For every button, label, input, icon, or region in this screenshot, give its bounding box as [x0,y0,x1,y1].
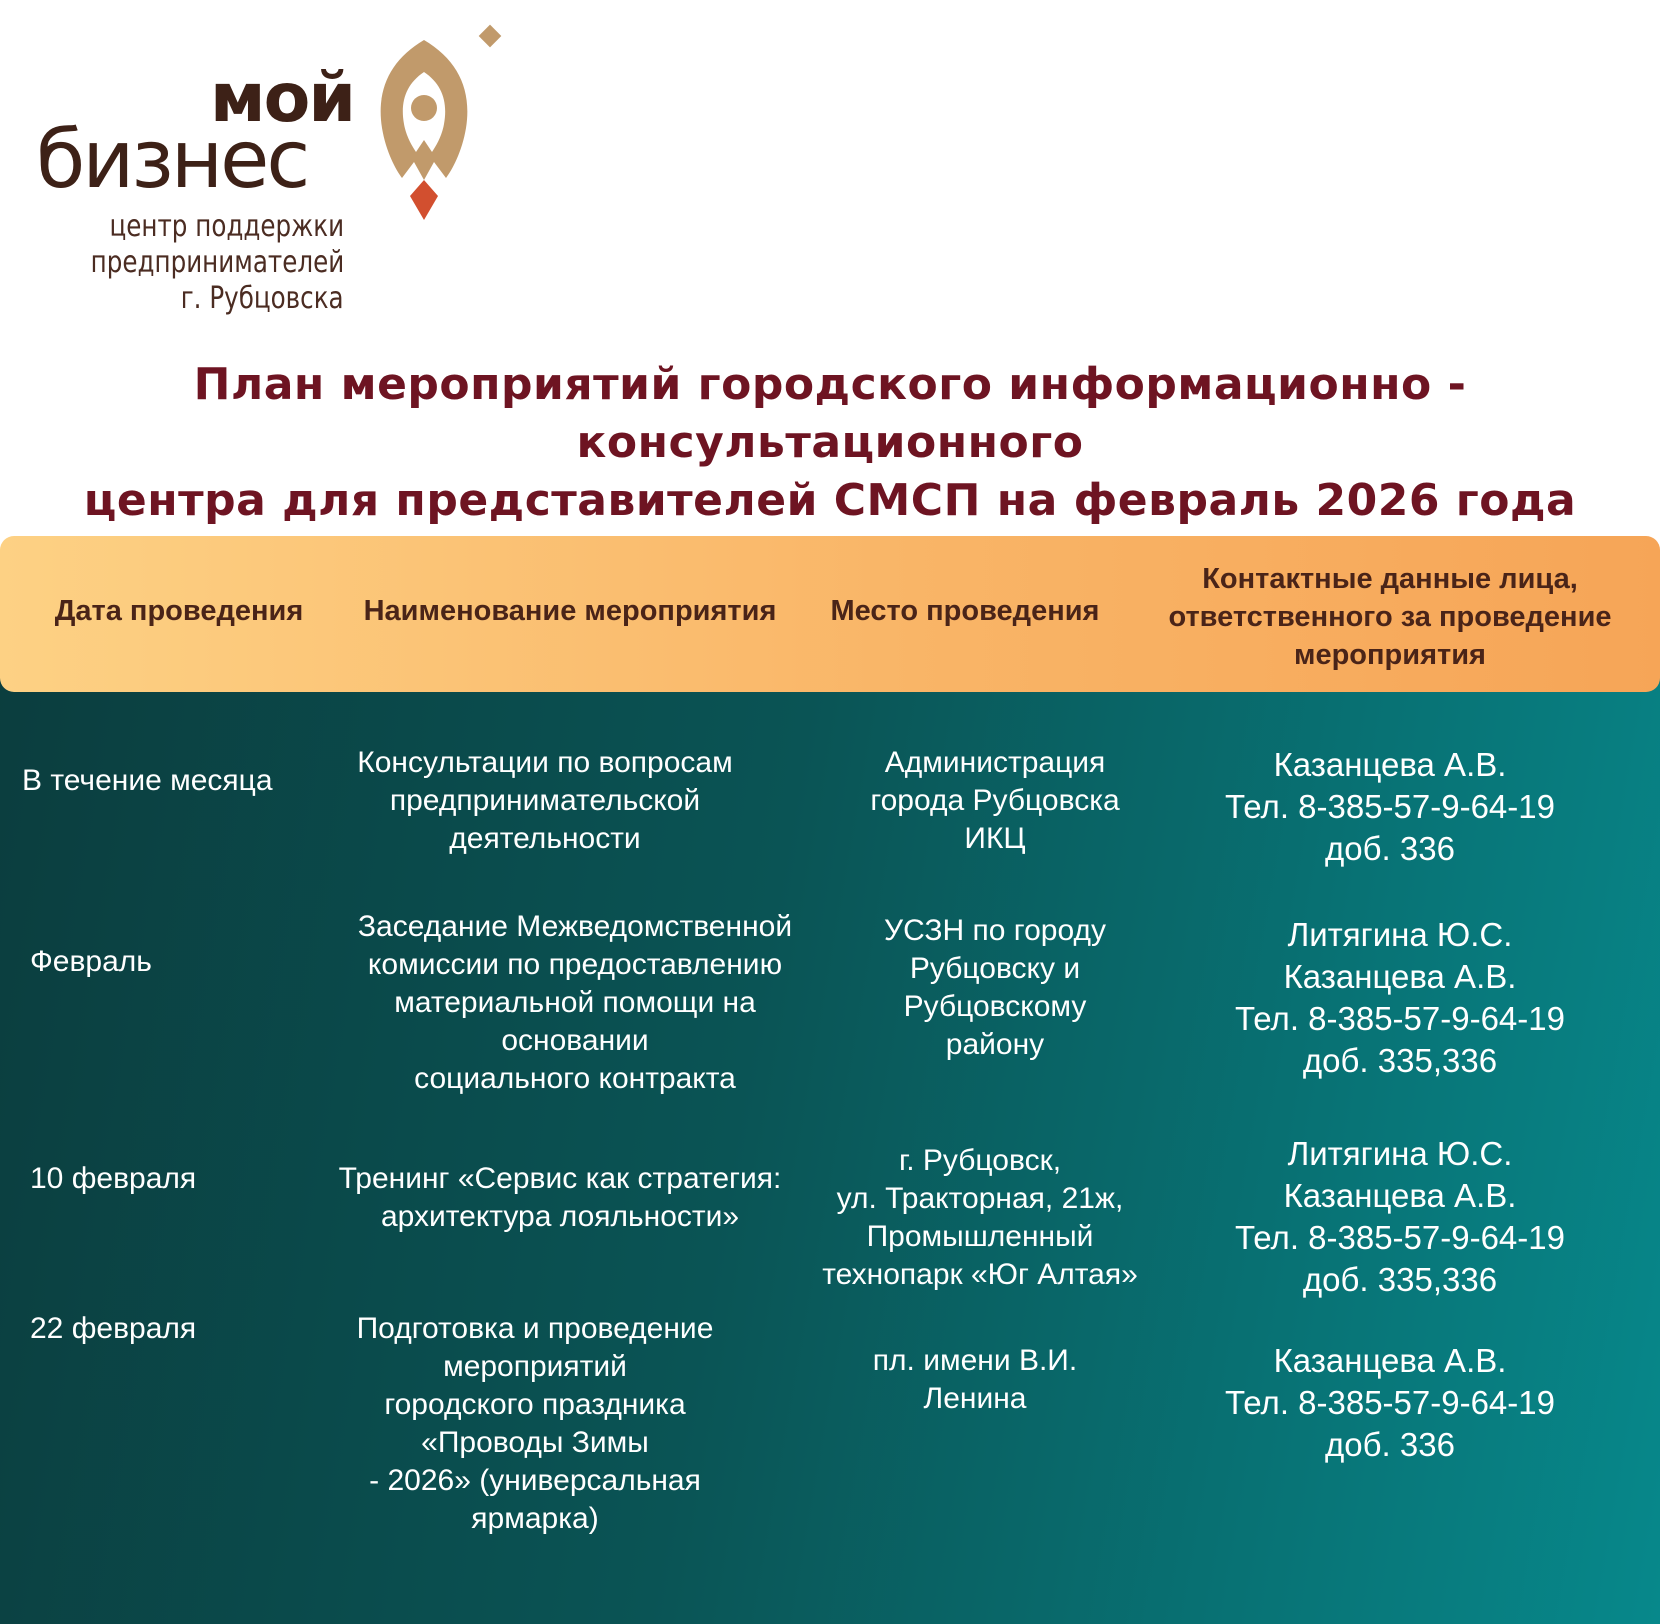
title-line-1: План мероприятий городского информационно - консультационного [193,359,1467,468]
row-3-date: 10 февраля [30,1162,197,1195]
row-3-contact: Литягина Ю.С. Казанцева А.В. Тел. 8-385-57-9-64-19 доб. 335,336 [1235,1135,1565,1298]
logo-subtitle-line-1: центр поддержки [109,209,344,244]
header-place: Место проведения [830,595,1100,627]
row-2-name: Заседание Межведомственной комиссии по предоставлению материальной помощи на основании социального контракта [357,910,793,1095]
row-4-contact: Казанцева А.В. Тел. 8-385-57-9-64-19 доб. 336 [1225,1342,1555,1463]
logo-subtitle-line-2: предпринимателей [90,245,344,280]
row-1-place: Администрация города Рубцовска ИКЦ [870,746,1120,855]
table-body [0,590,1660,1624]
row-4-place: пл. имени В.И. Ленина [872,1344,1078,1415]
header-date: Дата проведения [54,595,304,627]
row-3-place: г. Рубцовск, ул. Тракторная, 21ж, Промышленный технопарк «Юг Алтая» [822,1144,1138,1291]
header-contact: Контактные данные лица, ответственного за проведение мероприятия [1168,563,1612,671]
page-title [0,356,1660,530]
logo-word-biznes: бизнес [36,113,308,206]
table-header [0,536,1660,692]
header-name: Наименование мероприятия [363,595,777,627]
row-1-name: Консультации по вопросам предпринимательской деятельности [357,746,733,855]
row-3-name: Тренинг «Сервис как стратегия: архитектура лояльности» [338,1162,782,1233]
logo-word-moy: мой [210,59,354,138]
title-line-2: центра для представителей СМСП на февраль 2026 года [83,475,1577,526]
rocket-location-pin-icon [362,20,512,230]
row-2-contact: Литягина Ю.С. Казанцева А.В. Тел. 8-385-57-9-64-19 доб. 335,336 [1235,916,1565,1079]
logo [36,20,476,316]
row-2-date: Февраль [30,945,152,978]
row-4-date: 22 февраля [30,1312,197,1345]
row-1-contact: Казанцева А.В. Тел. 8-385-57-9-64-19 доб. 336 [1225,746,1555,867]
row-1-date: В течение месяца [22,764,273,797]
row-4-name: Подготовка и проведение мероприятий городского праздника «Проводы Зимы - 2026» (универсальная ярмарка) [356,1312,714,1535]
logo-subtitle-line-3: г. Рубцовска [181,281,344,316]
row-2-place: УСЗН по городу Рубцовску и Рубцовскому району [884,914,1106,1061]
